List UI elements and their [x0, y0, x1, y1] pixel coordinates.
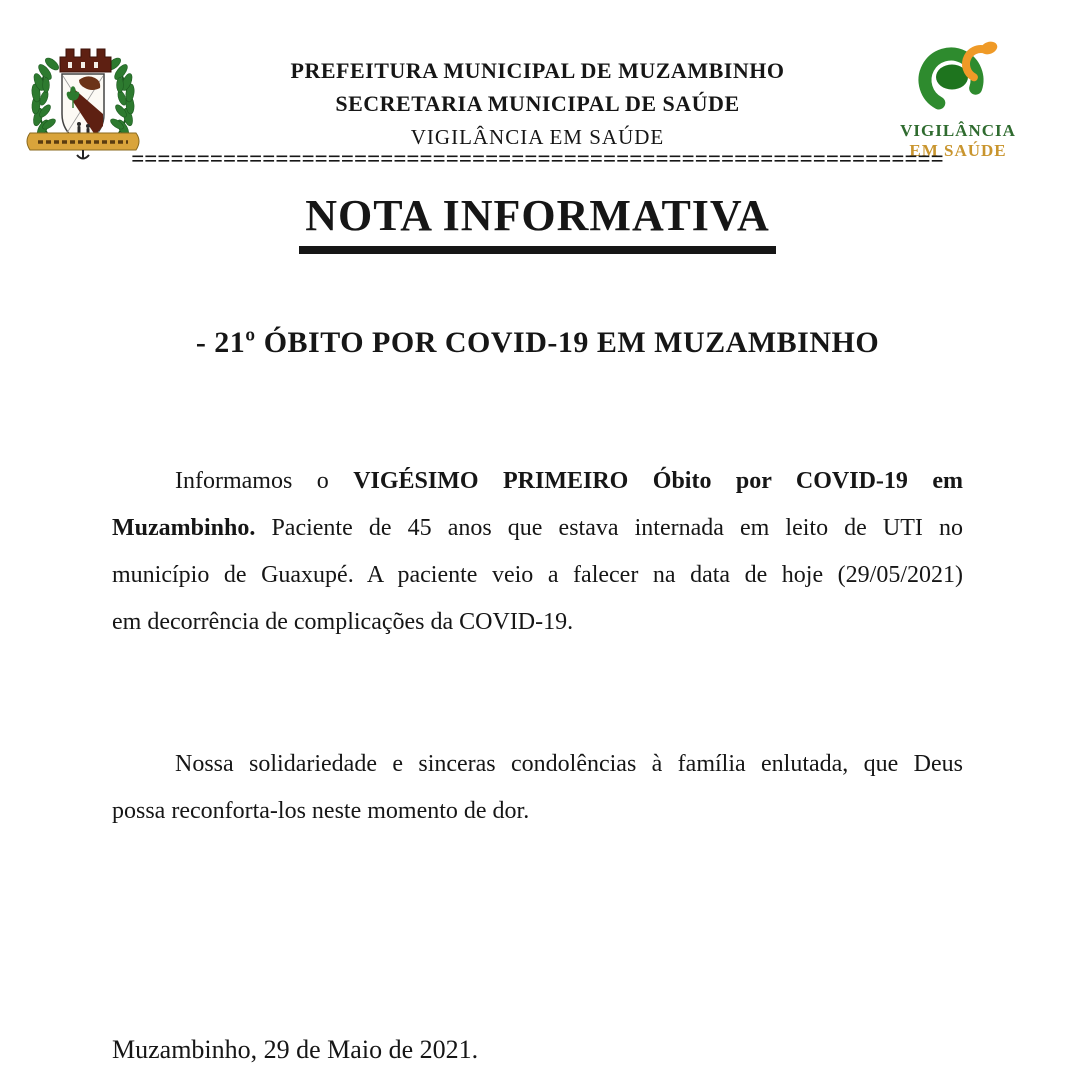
title-wrap [0, 190, 1075, 254]
document-body [112, 458, 963, 835]
paragraph-2-line-2: possa reconforta-los neste momento de dor. [112, 798, 530, 824]
org-department: SECRETARIA MUNICIPAL DE SAÚDE [335, 91, 740, 116]
vigilancia-em-saude-logo [897, 38, 1019, 161]
subtitle: - 21º ÓBITO POR COVID-19 EM MUZAMBINHO [195, 326, 880, 359]
page-title: NOTA INFORMATIVA [299, 190, 776, 254]
paragraph-1-line-1: Informamos o VIGÉSIMO PRIMEIRO Óbito por COVID-19 em [175, 468, 963, 494]
divider-line: ============================================================== [131, 146, 944, 171]
health-surveillance-icon [897, 38, 1019, 116]
paragraph-1-line-4: em decorrência de complicações da COVID-19. [112, 609, 574, 635]
paragraph-2 [112, 741, 963, 835]
logo-label-line1: VIGILÂNCIA [900, 121, 1016, 140]
org-division: VIGILÂNCIA EM SAÚDE [410, 125, 665, 149]
paragraph-1-line-2: Muzambinho. Paciente de 45 anos que estava internada em leito de UTI no [112, 515, 963, 541]
paragraph-2-line-1: Nossa solidariedade e sinceras condolências à família enlutada, que Deus [175, 751, 963, 777]
paragraph-1-line-3: município de Guaxupé. A paciente veio a falecer na data de hoje (29/05/2021) [112, 562, 963, 588]
org-name: PREFEITURA MUNICIPAL DE MUZAMBINHO [290, 58, 785, 83]
logo-label-line2: EM SAÚDE [909, 141, 1007, 160]
paragraph-1 [112, 458, 963, 646]
dateline: Muzambinho, 29 de Maio de 2021. [112, 1035, 479, 1064]
